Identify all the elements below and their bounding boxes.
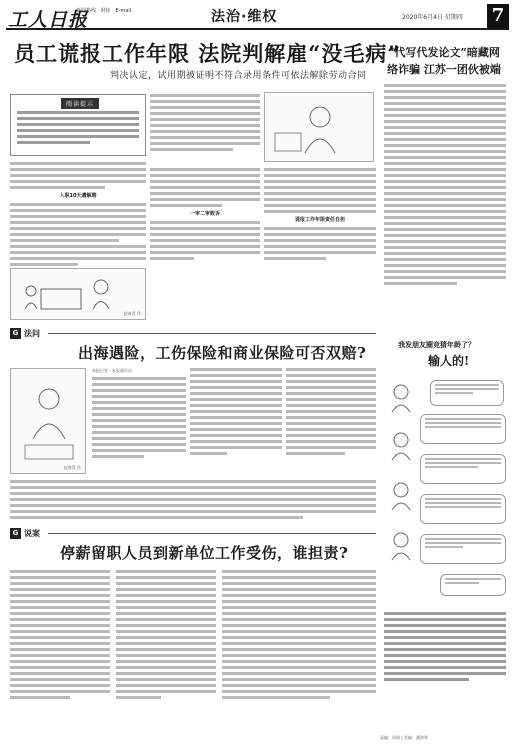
law-story-col-3 xyxy=(286,368,376,458)
law-story-col-1 xyxy=(92,368,186,461)
comic-bubble-6 xyxy=(440,574,506,596)
main-headline: 员工谎报工作年限 法院判解雇“没毛病” xyxy=(14,41,401,66)
comic-bubble-4 xyxy=(420,494,506,524)
comic-people-icon xyxy=(384,380,418,610)
case-story-col-1 xyxy=(10,570,110,702)
promo-footer-text xyxy=(384,612,506,684)
section-law-badge: G xyxy=(10,328,21,339)
law-byline: 本报记者 · 本报通讯员 xyxy=(92,368,132,373)
promo-question: 我发朋友圈竞猜年龄了？ xyxy=(398,341,475,349)
main-story-col-3 xyxy=(150,168,260,263)
illustration-credit: 赵春青 作 xyxy=(123,311,141,316)
page-footer: 责编：周倩 | 美编：潘海琴 xyxy=(380,735,428,740)
comic-bubble-1 xyxy=(430,380,504,406)
law-illustration-credit: 赵春青 作 xyxy=(63,465,81,470)
masthead xyxy=(6,4,509,30)
main-section-heading-3: 谎报工作年限责任自担 xyxy=(294,217,345,223)
main-story-col-4 xyxy=(264,168,376,263)
section-law-bar xyxy=(10,328,376,340)
section-case-name: 说案 xyxy=(24,529,40,538)
law-story-illustration xyxy=(10,368,86,474)
side-headline: “代写代发论文”暗藏网络诈骗 江苏一团伙被端 xyxy=(387,46,501,76)
masthead-contact: 新闻热线 · 网址 · E-mail xyxy=(76,8,132,14)
comic-bubble-5 xyxy=(420,534,506,564)
promo-answer: 输人的! xyxy=(428,354,470,368)
lead-summary-box xyxy=(10,94,146,156)
main-story-col-2 xyxy=(150,94,260,154)
main-story-top-illustration xyxy=(264,92,374,162)
main-story-col-1 xyxy=(10,162,146,269)
section-case-badge: G xyxy=(10,528,21,539)
cartoon-figure-icon xyxy=(265,93,375,163)
promo-heading xyxy=(384,340,506,370)
case-story-col-3 xyxy=(222,570,376,702)
page-number: 7 xyxy=(487,4,509,28)
main-section-heading-1: 入职10天遭解聘 xyxy=(59,193,97,199)
main-subheadline: 判决认定，试用期被证明不符合录用条件可依法解除劳动合同 xyxy=(110,71,367,81)
comic-bubble-3 xyxy=(420,454,506,484)
law-headline: 出海遇险，工伤保险和商业保险可否双赔? xyxy=(78,344,367,362)
section-title: 法治·维权 xyxy=(211,9,278,25)
lead-label: 阅读提示 xyxy=(61,98,99,109)
side-story-body xyxy=(384,84,506,288)
worker-cartoon-icon xyxy=(11,369,87,475)
case-headline: 停薪留职人员到新单位工作受伤，谁担责? xyxy=(60,544,349,562)
main-story-illustration xyxy=(10,268,146,320)
main-section-heading-2: 一审二审败诉 xyxy=(189,211,220,217)
law-story-bottom xyxy=(10,480,376,522)
newspaper-logo: 工人日报 xyxy=(8,9,89,31)
issue-date: 2020年6月4日 星期四 xyxy=(402,14,463,21)
law-story-col-2 xyxy=(190,368,282,458)
section-case-bar xyxy=(10,528,376,540)
section-law-name: 法问 xyxy=(24,329,40,338)
case-story-col-2 xyxy=(116,570,216,702)
comic-bubble-2 xyxy=(420,414,506,444)
